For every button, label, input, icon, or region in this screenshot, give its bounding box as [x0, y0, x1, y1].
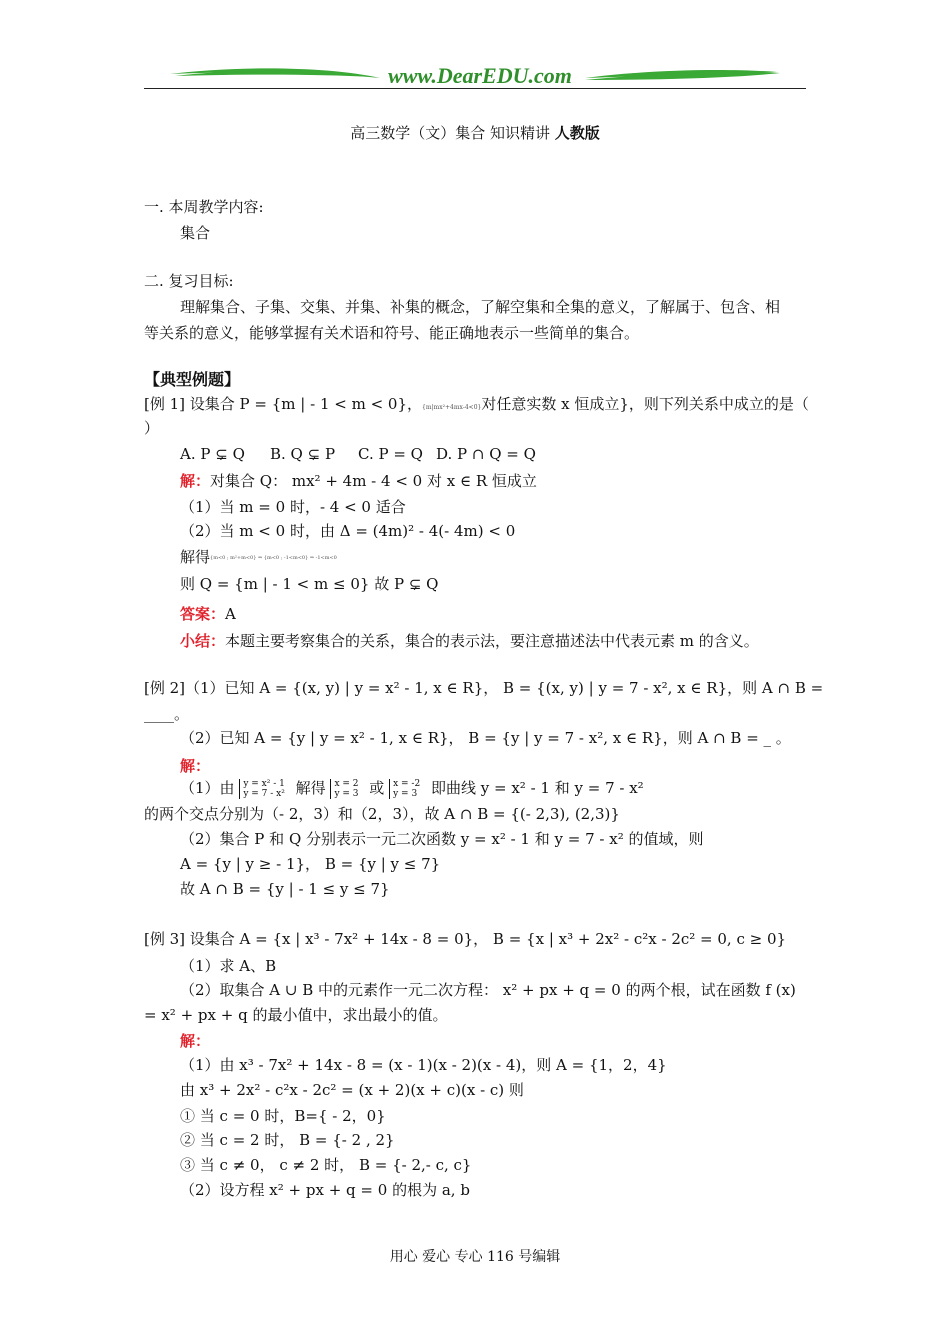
ex1-q1-small: {m|mx²+4mx-4<0}	[422, 404, 482, 411]
title-edition: 人教版	[554, 124, 600, 142]
ex1-solve-small: {m<0 ; m²+m<0} ⇒ {m<0 ; -1<m<0} ⇒ -1<m<0	[210, 555, 337, 561]
ex1-q1b: 对任意实数 x 恒成立}，则下列关系中成立的是（	[481, 395, 809, 413]
ex1-q1: [例 1] 设集合 P = {m | - 1 < m < 0}，	[144, 395, 423, 413]
ex1-option-b: B. Q ⊊ P	[270, 445, 336, 463]
ex2-system2	[330, 779, 358, 799]
ex3-question1: [例 3] 设集合 A = {x | x³ - 7x² + 14x - 8 = 0}， B = {x | x³ + 2x² - c²x - 2c² = 0, c ≥ 0}	[144, 930, 787, 948]
ex2-solution1-result: 的两个交点分别为（- 2，3）和（2，3），故 A ∩ B = {(- 2,3), (2,3)}	[144, 805, 620, 823]
ex1-solution-line1	[180, 470, 537, 492]
ex1-answer-line	[180, 603, 236, 625]
ex1-option-a: A. P ⊊ Q	[180, 445, 245, 463]
ex2-sys2a: x = 2	[334, 779, 359, 789]
ex2-system3	[389, 779, 420, 799]
ex3-question3: （2）取集合 A ∪ B 中的元素作一元二次方程： x² + px + q = 0 的两个根，试在函数 f (x)	[180, 981, 796, 999]
ex1-case2: （2）当 m < 0 时，由 Δ = (4m)² - 4(- 4m) < 0	[180, 522, 516, 540]
ex3-case2: ② 当 c = 2 时， B = {- 2 , 2}	[180, 1131, 395, 1149]
ex2-solution2-line1: （2）集合 P 和 Q 分别表示一元二次函数 y = x² - 1 和 y = 7 - x² 的值域，则	[180, 830, 704, 848]
header-rule	[144, 88, 806, 89]
ex2-sys3a: x = -2	[393, 779, 421, 789]
ex3-solution-line1: （1）由 x³ - 7x² + 14x - 8 = (x - 1)(x - 2)(x - 4)，则 A = {1，2，4}	[180, 1056, 667, 1074]
ex1-answer-value: A	[225, 605, 236, 623]
ex3-solution-line2: 由 x³ + 2x² - c²x - 2c² = (x + 2)(x + c)(x - c) 则	[180, 1081, 524, 1099]
ex1-solve-text: 解得	[180, 548, 211, 566]
ex2-question2: （2）已知 A = {y | y = x² - 1, x ∈ R}， B = {y | y = 7 - x², x ∈ R}，则 A ∩ B = _ 。	[180, 729, 791, 747]
section1-heading: 一. 本周教学内容:	[144, 198, 264, 216]
page-footer: 用心 爱心 专心 116 号编辑	[389, 1249, 561, 1265]
ex3-question4: = x² + px + q 的最小值中，求出最小的值。	[144, 1006, 448, 1024]
ex2-sys2b: y = 3	[334, 789, 359, 799]
ex2-system1	[239, 779, 285, 799]
ex1-solve-line	[180, 546, 337, 569]
ex3-solution-label: 解：	[180, 1032, 211, 1050]
ex2-sys3b: y = 3	[393, 789, 418, 799]
site-url: www.DearEDU.com	[388, 63, 572, 88]
ex3-case3: ③ 当 c ≠ 0， c ≠ 2 时， B = {- 2,- c, c}	[180, 1156, 472, 1174]
section2-line2: 等关系的意义，能够掌握有关术语和符号、能正确地表示一些简单的集合。	[144, 324, 640, 342]
ex1-solution-label: 解：	[180, 472, 211, 490]
ex2-s1c: 或	[369, 779, 385, 797]
ex2-solution-label: 解：	[180, 757, 211, 775]
ex1-option-c: C. P = Q	[358, 445, 423, 463]
ex2-solution2-line2: A = {y | y ≥ - 1}， B = {y | y ≤ 7}	[180, 855, 441, 873]
ex2-sys1a: y = x² - 1	[243, 779, 285, 789]
ex1-summary-label: 小结：	[180, 632, 226, 650]
section2-line1: 理解集合、子集、交集、并集、补集的概念，了解空集和全集的意义，了解属于、包含、相	[180, 298, 781, 316]
ex1-question-line2: ）	[144, 419, 160, 437]
examples-heading: 【典型例题】	[144, 370, 241, 389]
ex2-s1a: （1）由	[180, 779, 235, 797]
ex2-s1d: 即曲线 y = x² - 1 和 y = 7 - x²	[430, 779, 644, 797]
ex1-summary-line	[180, 630, 759, 652]
ex1-question-line1	[144, 393, 809, 419]
ex1-summary-text: 本题主要考察集合的关系，集合的表示法，要注意描述法中代表元素 m 的含义。	[225, 632, 759, 650]
ex1-answer-label: 答案：	[180, 605, 226, 623]
ex2-solution1-line	[180, 777, 644, 803]
ex2-sys1b: y = 7 - x²	[243, 789, 285, 799]
title-main: 高三数学（文）集合 知识精讲	[350, 124, 555, 142]
ex1-option-d: D. P ∩ Q = Q	[436, 445, 536, 463]
ex2-question1-blank: ____。	[144, 705, 190, 723]
ex3-case1: ① 当 c = 0 时，B={ - 2，0}	[180, 1107, 386, 1125]
page-title	[0, 122, 950, 144]
ex1-solution-text: 对集合 Q： mx² + 4m - 4 < 0 对 x ∈ R 恒成立	[210, 472, 537, 490]
ex2-s1b: 解得	[295, 779, 326, 797]
section1-content: 集合	[180, 224, 211, 242]
ex3-question2: （1）求 A、B	[180, 957, 277, 975]
ex1-case1: （1）当 m = 0 时，- 4 < 0 适合	[180, 498, 406, 516]
ex2-solution2-line3: 故 A ∩ B = {y | - 1 ≤ y ≤ 7}	[180, 880, 390, 898]
ex1-then-line: 则 Q = {m | - 1 < m ≤ 0} 故 P ⊊ Q	[180, 575, 439, 593]
ex2-question1: [例 2]（1）已知 A = {(x, y) | y = x² - 1, x ∈ R}， B = {(x, y) | y = 7 - x², x ∈ R}，则 A ∩ B =	[144, 679, 824, 697]
ex3-solution-line6: （2）设方程 x² + px + q = 0 的根为 a, b	[180, 1181, 470, 1199]
section2-heading: 二. 复习目标:	[144, 272, 234, 290]
